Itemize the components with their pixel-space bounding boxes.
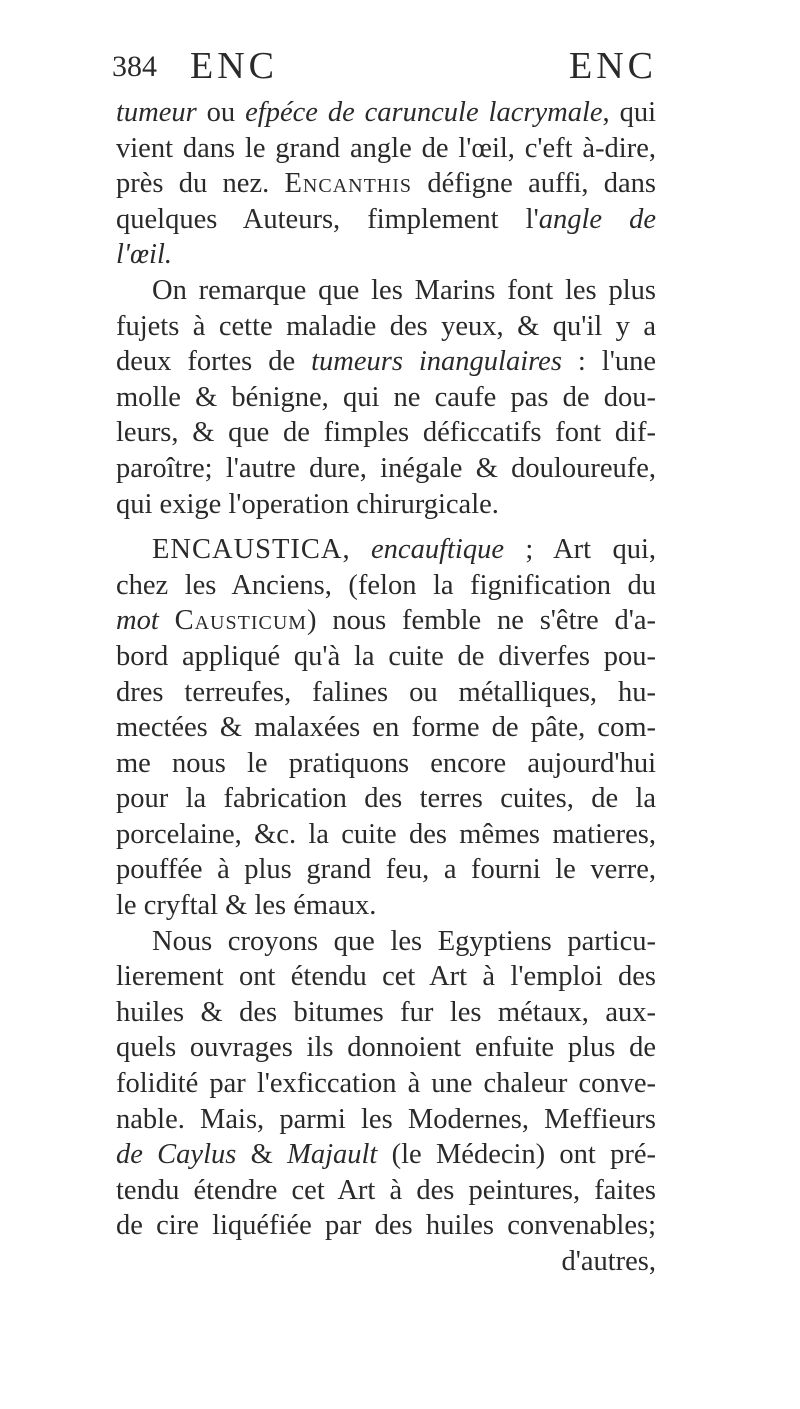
text-line-9: molle & bénigne, qui ne caufe pas de dou- — [116, 381, 656, 413]
text-line-27: quels ouvrages ils donnoient enfuite plus de — [116, 1032, 656, 1064]
text-line-31: tendu étendre cet Art à des peintures, faites — [116, 1174, 656, 1206]
headword-causticum: Causticum — [174, 605, 308, 637]
text-line-20: pour la fabrication des terres cuites, de la — [116, 783, 656, 815]
right-heading: ENC — [569, 45, 657, 87]
text-line-4: quelques Auteurs, fimplement l'angle de — [116, 203, 656, 235]
text-line-23: le cryftal & les émaux. — [116, 890, 377, 922]
text-line-22: pouffée à plus grand feu, a fourni le verre, — [116, 854, 656, 886]
left-heading: ENC — [190, 45, 278, 87]
text-line-6: On remarque que les Marins font les plus — [152, 274, 656, 306]
text-line-25: lierement ont étendu cet Art à l'emploi des — [116, 961, 656, 993]
text-line-10: leurs, & que de fimples déficcatifs font dif- — [116, 417, 656, 449]
running-head — [112, 42, 657, 92]
text-line-26: huiles & des bitumes fur les métaux, aux- — [116, 996, 656, 1028]
catchword: d'autres, — [561, 1246, 656, 1277]
body-text — [116, 95, 656, 1280]
text-line-8: deux fortes de tumeurs inangulaires : l'une — [116, 346, 656, 378]
text-line-1: tumeur ou efpéce de caruncule lacrymale, qui — [116, 97, 656, 128]
headword-encaustica: ENCAUSTICA — [152, 534, 343, 566]
text-line-24: Nous croyons que les Egyptiens particu- — [152, 925, 656, 957]
text-line-15: mot Causticum) nous femble ne s'être d'a- — [116, 605, 656, 637]
text-line-21: porcelaine, &c. la cuite des mêmes matieres, — [116, 818, 656, 850]
text-line-29: nable. Mais, parmi les Modernes, Meffieurs — [116, 1103, 656, 1135]
text-line-11: paroître; l'autre dure, inégale & douloureufe, — [116, 452, 656, 484]
text-line-16: bord appliqué qu'à la cuite de diverfes pou- — [116, 640, 656, 672]
text-line-17: dres terreufes, falines ou métalliques, hu- — [116, 676, 656, 708]
text-line-32: de cire liquéfiée par des huiles convenables; — [116, 1210, 656, 1242]
text-line-30: de Caylus & Majault (le Médecin) ont pré- — [116, 1139, 657, 1171]
text-line-2: vient dans le grand angle de l'œil, c'eft à-dire, — [116, 132, 656, 164]
text-line-13: ENCAUSTICA, encauftique ; Art qui, — [152, 534, 656, 566]
headword-encanthis: Encanthis — [284, 168, 413, 200]
text-line-3: près du nez. Encanthis défigne auffi, dans — [116, 168, 657, 200]
text-line-18: mectées & malaxées en forme de pâte, com- — [116, 712, 656, 744]
text-line-28: folidité par l'exficcation à une chaleur conve- — [116, 1068, 656, 1100]
page-number: 384 — [112, 50, 157, 83]
text-line-19: me nous le pratiquons encore aujourd'hui — [116, 747, 656, 779]
text-line-14: chez les Anciens, (felon la fignification du — [116, 569, 656, 601]
text-line-5: l'œil. — [116, 239, 172, 271]
text-line-12: qui exige l'operation chirurgicale. — [116, 488, 499, 520]
text-line-7: fujets à cette maladie des yeux, & qu'il y a — [116, 310, 656, 342]
